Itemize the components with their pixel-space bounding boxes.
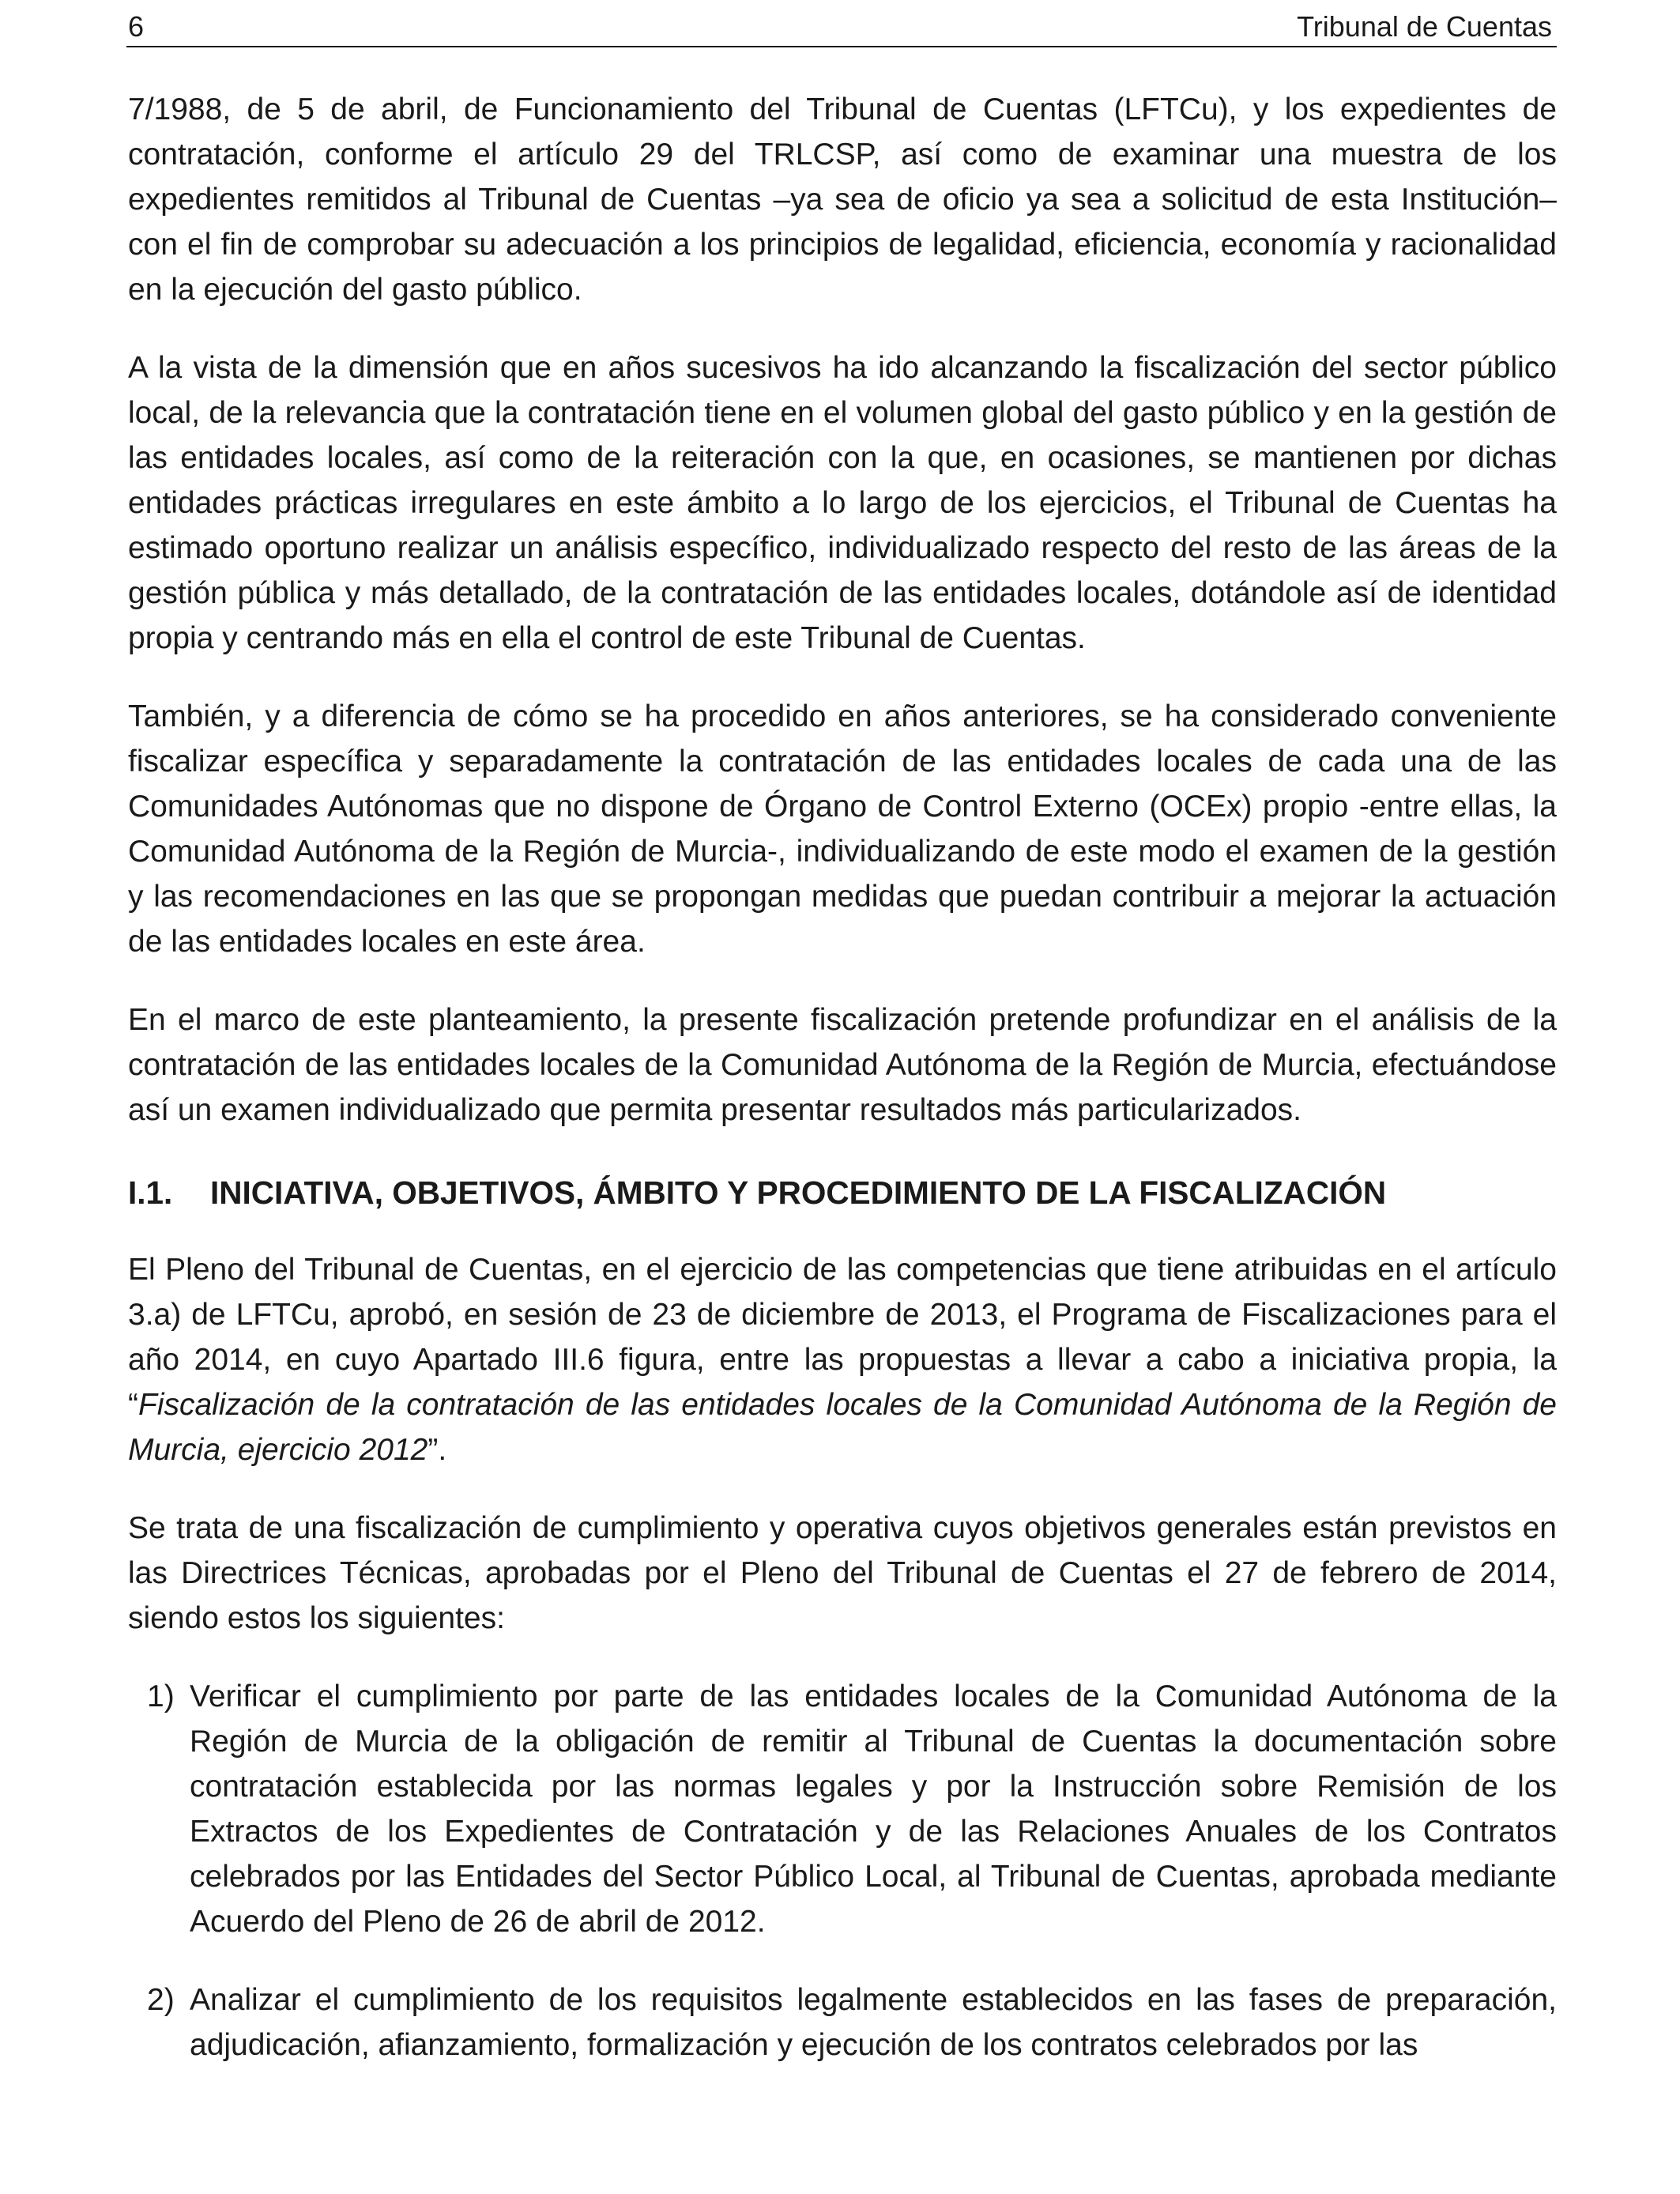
objective-text: Analizar el cumplimiento de los requisitos legalmente establecidos en las fases de preparación, adjudicación, afianzamiento, formalización y ejecución de los contratos celebrados por las	[190, 1983, 1557, 2062]
page-header	[126, 8, 1557, 47]
initiative-text-end: ”.	[428, 1433, 447, 1467]
audit-title-italic: Fiscalización de la contratación de las entidades locales de la Comunidad Autónoma de la Región de Murcia, ejercicio 2012	[128, 1388, 1557, 1467]
objective-list-item	[128, 1674, 1557, 1944]
paragraph-objectives-intro: Se trata de una fiscalización de cumplimiento y operativa cuyos objetivos generales están previstos en las Directrices Técnicas, aprobadas por el Pleno del Tribunal de Cuentas el 27 de febrero de 2014, siendo estos los siguientes:	[128, 1511, 1557, 1635]
list-marker: 1)	[147, 1679, 175, 1713]
objective-text: Verificar el cumplimiento por parte de las entidades locales de la Comunidad Autónoma de la Región de Murcia de la obligación de remitir al Tribunal de Cuentas la documentación sobre contratación establecida por las normas legales y por la Instrucción sobre Remisión de los Extractos de los Expedientes de Contratación y de las Relaciones Anuales de los Contratos celebrados por las Entidades del Sector Público Local, al Tribunal de Cuentas, aprobada mediante Acuerdo del Pleno de 26 de abril de 2012.	[190, 1679, 1557, 1939]
section-number: I.1.	[128, 1174, 173, 1211]
body-text	[128, 87, 1557, 2101]
section-heading	[128, 1171, 1557, 1216]
running-title: Tribunal de Cuentas	[1297, 10, 1552, 43]
paragraph-separate-audit: También, y a diferencia de cómo se ha procedido en años anteriores, se ha considerado conveniente fiscalizar específica y separadamente la contratación de las entidades locales de cada una de las Comunidades Autónomas que no dispone de Órgano de Control Externo (OCEx) propio -entre ellas, la Comunidad Autónoma de la Región de Murcia-, individualizando de este modo el examen de la gestión y las recomendaciones en las que se propongan medidas que puedan contribuir a mejorar la actuación de las entidades locales en este área.	[128, 699, 1557, 959]
list-marker: 2)	[147, 1983, 175, 2017]
paragraph-audit-purpose: En el marco de este planteamiento, la presente fiscalización pretende profundizar en el análisis de la contratación de las entidades locales de la Comunidad Autónoma de la Región de Murcia, efectuándose así un examen individualizado que permita presentar resultados más particularizados.	[128, 1003, 1557, 1127]
objective-list-item	[128, 1977, 1557, 2068]
section-title: INICIATIVA, OBJETIVOS, ÁMBITO Y PROCEDIMIENTO DE LA FISCALIZACIÓN	[210, 1174, 1387, 1211]
paragraph-intro-continuation: 7/1988, de 5 de abril, de Funcionamiento del Tribunal de Cuentas (LFTCu), y los expedientes de contratación, conforme el artículo 29 del TRLCSP, así como de examinar una muestra de los expedientes remitidos al Tribunal de Cuentas –ya sea de oficio ya sea a solicitud de esta Institución– con el fin de comprobar su adecuación a los principios de legalidad, eficiencia, economía y racionalidad en la ejecución del gasto público.	[128, 92, 1557, 307]
page-number: 6	[128, 10, 145, 43]
initiative-text-start: El Pleno del Tribunal de Cuentas, en el ejercicio de las competencias que tiene atribuidas en el artículo 3.a) de LFTCu, aprobó, en sesión de 23 de diciembre de 2013, el Programa de Fiscalizaciones para el año 2014, en cuyo Apartado III.6 figura, entre las propuestas a llevar a cabo a iniciativa propia, la “	[128, 1253, 1557, 1422]
paragraph-audit-initiative	[128, 1247, 1557, 1472]
paragraph-local-sector-context: A la vista de la dimensión que en años sucesivos ha ido alcanzando la fiscalización del sector público local, de la relevancia que la contratación tiene en el volumen global del gasto público y en la gestión de las entidades locales, así como de la reiteración con la que, en ocasiones, se mantienen por dichas entidades prácticas irregulares en este ámbito a lo largo de los ejercicios, el Tribunal de Cuentas ha estimado oportuno realizar un análisis específico, individualizado respecto del resto de las áreas de la gestión pública y más detallado, de la contratación de las entidades locales, dotándole así de identidad propia y centrando más en ella el control de este Tribunal de Cuentas.	[128, 351, 1557, 655]
